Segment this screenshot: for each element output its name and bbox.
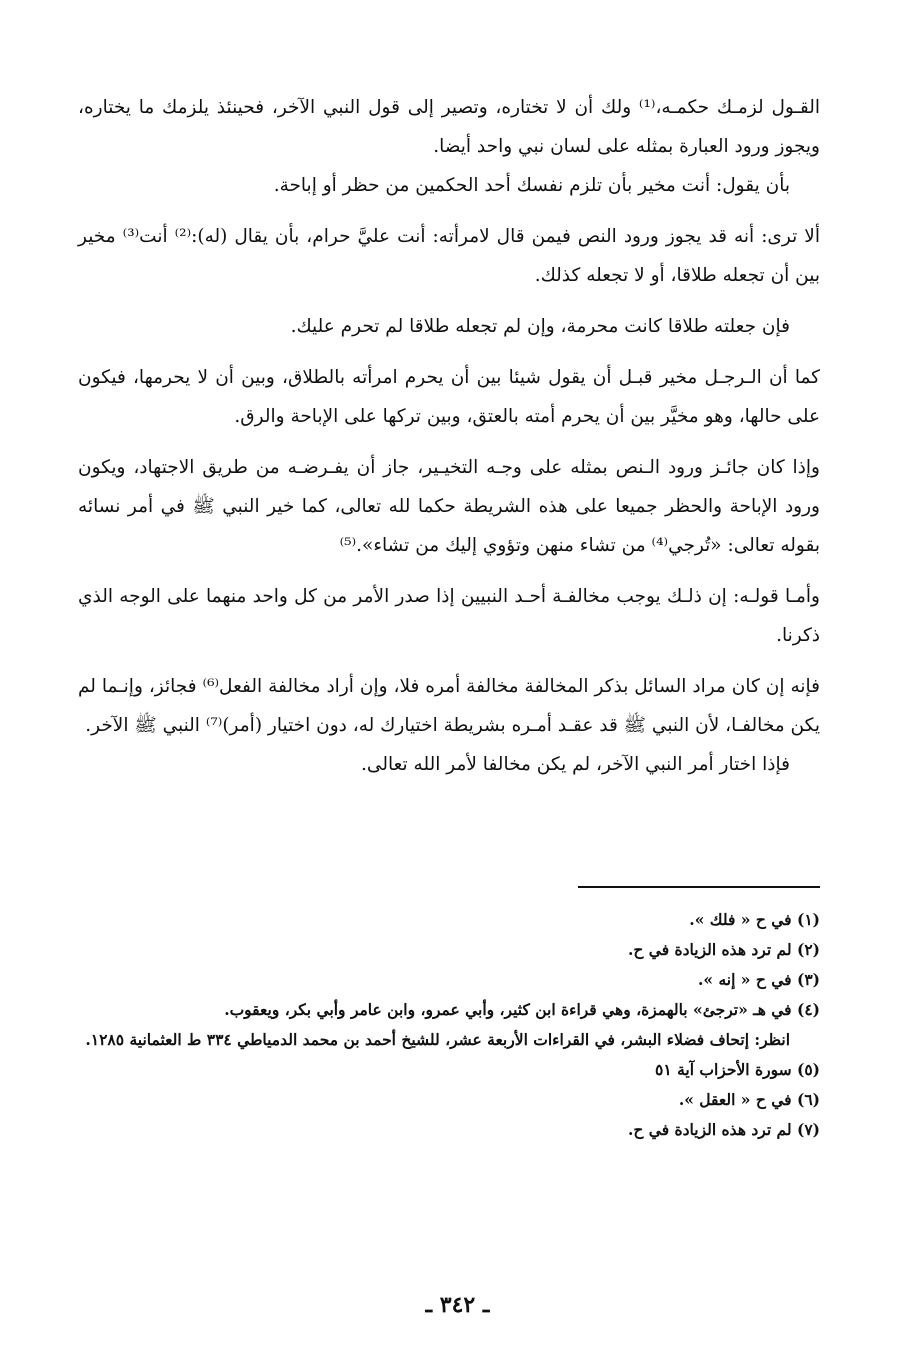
main-text (78, 88, 820, 784)
paragraph-4: فإن جعلته طلاقا كانت محرمة، وإن لم تجعله طلاقا لم تحرم عليك. (290, 316, 790, 337)
page-body (78, 88, 820, 784)
footnote-divider (578, 886, 820, 888)
footnote-1: (١) في ح « فلك ». (689, 910, 820, 929)
footnote-3: (٣) في ح « إنه ». (697, 970, 820, 989)
paragraph-7: وأمـا قولـه: إن ذلـك يوجب مخالفـة أحـد النبيين إذا صدر الأمر من كل واحد منهما على الوجه الذي ذكرنا. (78, 586, 820, 646)
footnote-4-reference: انظر: إتحاف فضلاء البشر، في القراءات الأربعة عشر، للشيخ أحمد بن محمد الدمياطي ٣٣٤ ط العثمانية ١٢٨٥. (85, 1030, 790, 1049)
paragraph-8: فإنه إن كان مراد السائل بذكر المخالفة مخالفة أمره فلا، وإن أراد مخالفة الفعل⁽⁶⁾ فجائز، وإنـما لم يكن مخالفـا، لأن النبي ﷺ قد عقـد أمـره بشريطة اختيارك له، دون اختيار (أمر)⁽⁷⁾ النبي ﷺ الآخر. (78, 676, 820, 736)
footnote-2: (٢) لم ترد هذه الزيادة في ح. (628, 940, 820, 959)
paragraph-5: كما أن الـرجـل مخير قبـل أن يقول شيئا بين أن يحرم امرأته بالطلاق، وبين أن لا يحرمها، فيكون على حالها، وهو مخيَّر بين أن يحرم أمته بالعتق، وبين تركها على الإباحة والرق. (78, 367, 820, 427)
paragraph-6: وإذا كان جائـز ورود الـنص بمثله على وجـه التخيـير، جاز أن يفـرضـه من طريق الاجتهاد، ويكون ورود الإباحة والحظر جميعا على هذه الشريطة حكما لله تعالى، كما خير النبي ﷺ في أمر نسائه بقوله تعالى: «تُرجي⁽⁴⁾ من تشاء منهن وتؤوي إليك من تشاء».⁽⁵⁾ (78, 457, 820, 556)
paragraph-3: ألا ترى: أنه قد يجوز ورود النص فيمن قال لامرأته: أنت عليَّ حرام، بأن يقال (له):⁽²⁾ أنت⁽³⁾ مخير بين أن تجعله طلاقا، أو لا تجعله كذلك. (78, 226, 820, 286)
page-number: ـ ٣٤٢ ـ (425, 1292, 490, 1318)
footnote-5: (٥) سورة الأحزاب آية ٥١ (655, 1060, 820, 1079)
paragraph-1: القـول لزمـك حكمـه،⁽¹⁾ ولك أن لا تختاره، وتصير إلى قول النبي الآخر، فحينئذ يلزمك ما يختاره، ويجوز ورود العبارة بمثله على لسان نبي واحد أيضا. (78, 97, 821, 157)
paragraph-9: فإذا اختار أمر النبي الآخر، لم يكن مخالفا لأمر الله تعالى. (361, 754, 790, 775)
footnote-6: (٦) في ح « العقل ». (678, 1090, 820, 1109)
footnote-4: (٤) في هـ «ترجئ» بالهمزة، وهي قراءة ابن كثير، وأبي عمرو، وابن عامر وأبي بكر، ويعقوب. (224, 1000, 820, 1019)
paragraph-2: بأن يقول: أنت مخير بأن تلزم نفسك أحد الحكمين من حظر أو إباحة. (273, 175, 790, 196)
footnotes (78, 905, 820, 1145)
footnote-7: (٧) لم ترد هذه الزيادة في ح. (628, 1120, 820, 1139)
